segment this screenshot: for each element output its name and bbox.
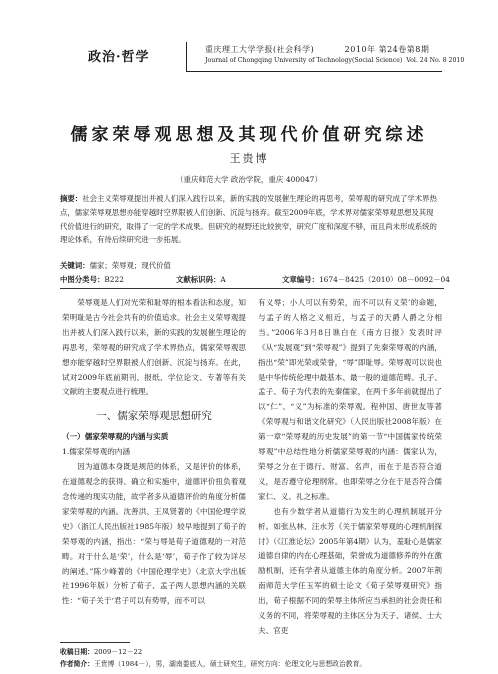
art-label: 文章编号： — [282, 275, 319, 284]
footnote-divider — [60, 642, 130, 643]
section-heading: 一、儒家荣辱观思想研究 — [96, 410, 212, 423]
body-paragraph: 有义辱；小人可以有势荣，而不可以有义荣’的命题，与孟子的人格之义相近，与孟子的天爵人爵之分相当。”2006年3月8日谯白在《南方日报》发表时评《从“发展观”到“荣辱观”》提到了先秦荣辱观的内涵，指出“荣”即光荣或荣誉，“辱”即耻辱。荣辱观可以说也是中华传统伦理中最基本、最一般的道德范畴。孔子、孟子、荀子为代表的先秦儒家，在两千多年前就提出了以“仁”、“义”为标准的荣辱观。程仲国、唐世友等著《荣辱观与和谐文化研究》（人民出版社2008年版）在第一章“荣辱观的历史发展”的第一节“中国儒家传统荣辱观”中总结性地分析儒家荣辱观的内涵：儒家认为，荣辱之分在于德行、财富、名声，而在于是否符合道义，是否遵守伦理纲常。也即荣辱之分在于是否符合儒家仁、义、礼之标准。 — [258, 298, 442, 501]
doc-code — [176, 274, 226, 285]
clc-number — [60, 274, 124, 285]
keywords-text: 儒家；荣辱观；现代价值 — [89, 261, 171, 270]
author-bio-value: 王贵博（1984－），男，湖南娄底人，硕士研究生，研究方向：伦理文化与思想政治教育。 — [93, 660, 367, 668]
abstract-label: 摘要： — [60, 194, 83, 203]
abstract-divider — [60, 288, 444, 289]
clc-label: 中图分类号： — [60, 275, 105, 284]
author-affiliation: （重庆师范大学 政治学院，重庆 400047） — [176, 175, 322, 184]
header-divider-horizontal — [186, 71, 442, 72]
body-paragraph: 因为道德本身既是规范的体系，又是评价的体系，在道德观念的获得、确立和实施中，道德评价扭负着观念传递的现实功能，故学者多从道德评价的角度分析儒家荣辱观的内涵。沈善洪、王凤贤著的《中国伦理学说史》（浙江人民出版社1985年版）较早地提到了荀子的荣辱观的内涵，指出：“荣与辱是荀子道德观的一对范畴。对于什么是‘荣’，什么是‘辱’，荀子作了较为详尽的阐述。”陈少峰著的《中国伦理学史》（北京大学出版社1996年版）分析了荀子、孟子两人思想内涵的关联性：“荀子关于‘君子可以有势辱，而不可以 — [62, 462, 246, 606]
author-bio-label: 作者简介： — [60, 660, 94, 668]
header-divider-vertical — [186, 42, 187, 72]
keywords-label: 关键词： — [60, 261, 90, 270]
received-date — [60, 646, 142, 656]
author-bio — [60, 658, 366, 668]
doc-value: A — [220, 275, 226, 284]
body-column-left — [62, 296, 246, 609]
received-value: 2009－12－22 — [93, 648, 143, 656]
art-value: 1674－8425（2010）08－0092－04 — [318, 275, 450, 284]
abstract-text: 社会主义荣辱观提出并被人们深入践行以来，新的实践的发展催生理论的再思考，荣辱观的研究成了学术界热点，儒家荣辱观思想亦能穿越时空界限被人们创新、沉淀与扬弃。截至2009年底，学术界对儒家荣辱观思想及其现代价值进行的研究，取得了一定的学术成果。但研究的视野还比较狭窄，研究广度和深度不够，而且尚未形成系统的理论体系，有待后续研究进一步拓展。 — [60, 194, 437, 245]
journal-name-en: Journal of Chongqing University of Technology(Social Science) Vol. 24 No. 8 2010 — [205, 57, 465, 64]
abstract — [60, 192, 440, 247]
keywords — [60, 260, 440, 271]
doc-label: 文献标识码： — [176, 275, 221, 284]
section-tag: 政治·哲学 — [88, 50, 150, 65]
subsection-heading: （一）儒家荣辱观的内涵与实质 — [62, 432, 169, 442]
received-label: 收稿日期： — [60, 648, 94, 656]
subsubsection-heading: 1.儒家荣辱观的内涵 — [62, 447, 130, 457]
body-paragraph: 荣辱观是人们对光荣和耻辱的根本看法和态度，知荣明耻是古今社会共有的价值追求。社会主义荣辱观提出并被人们深入践行以来，新的实践的发展催生理论的再思考，荣辱观的研究成了学术界热点，儒家荣辱观思想亦能穿越时空界限被人们创新、沉淀与扬弃。在此，试对2009年底前期刊、报纸、学位论文、专著等有关文献的主要观点进行梳理。 — [62, 298, 246, 397]
body-paragraph: 也有少数学者从道德行为发生的心理机制展开分析。如张丛林、汪水芳《关于儒家荣辱观的心理机制探讨》（《江淮论坛》2005年第4期）认为，羞耻心是儒家道德自律的内在心理基础，荣誉成为道德修养的外在激励机制，还有学者从道德主体的角度分析。2007年荆南师范大学任玉军的硕士论文《荀子荣辱观研究》指出，荀子根据不同的荣辱主体所应当承担的社会责任和义务的不同，将荣辱观的主体区分为天子、诸侯、士大夫、官吏 — [258, 506, 442, 635]
article-author: 王贵博 — [229, 152, 269, 165]
article-number — [282, 274, 450, 285]
journal-name-cn: 重庆理工大学学报(社会科学) 2010年 第24卷第8期 — [205, 45, 430, 54]
clc-value: B222 — [104, 275, 124, 284]
body-column-right — [258, 296, 442, 639]
article-title: 儒家荣辱观思想及其现代价值研究综述 — [70, 125, 428, 145]
